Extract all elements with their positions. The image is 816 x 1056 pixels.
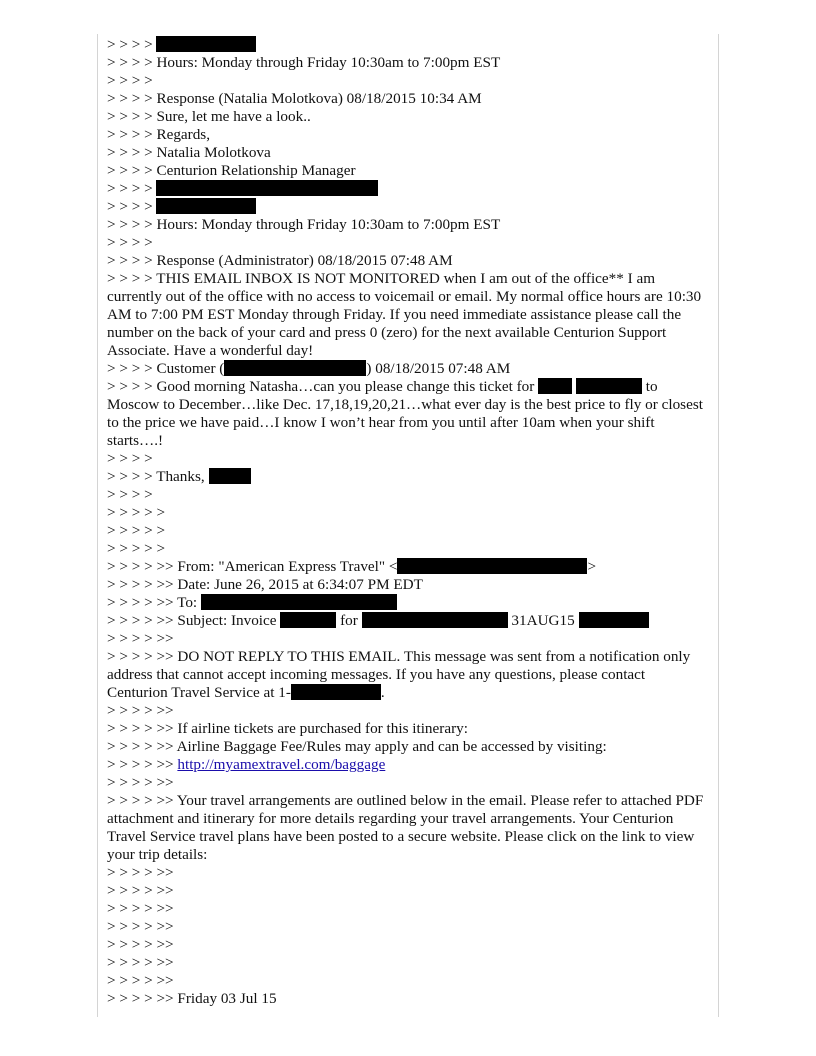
redaction-block	[579, 612, 649, 628]
baggage-link[interactable]: http://myamextravel.com/baggage	[177, 756, 386, 773]
thanks-line: > > > > Thanks,	[107, 468, 709, 486]
redaction-block	[156, 180, 378, 196]
quote-line: > > > > >>	[107, 882, 174, 899]
hours-line: > > > > Hours: Monday through Friday 10:30am to 7:00pm EST	[107, 54, 501, 71]
hours-line: > > > > Hours: Monday through Friday 10:30am to 7:00pm EST	[107, 216, 501, 233]
quote-line: > > > > >>	[107, 774, 174, 791]
response-header-natalia: > > > > Response (Natalia Molotkova) 08/18/2015 10:34 AM	[107, 90, 482, 107]
quote-line: > > > > >>	[107, 936, 174, 953]
redaction-block	[280, 612, 336, 628]
quote-line: > > > >	[107, 72, 153, 89]
quote-line: > > > > >	[107, 504, 166, 521]
date-line: > > > > >> Date: June 26, 2015 at 6:34:07 PM EDT	[107, 576, 423, 593]
quote-line: > > > > >>	[107, 954, 174, 971]
redaction-block	[201, 594, 397, 610]
to-line: > > > > >> To:	[107, 594, 709, 612]
quote-line: > > > >	[107, 180, 709, 198]
customer-header: > > > > Customer ( ) 08/18/2015 07:48 AM	[107, 360, 511, 377]
quote-line: > > > > >>	[107, 864, 174, 881]
airline-notice: > > > > >> If airline tickets are purchased for this itinerary:	[107, 720, 468, 737]
redaction-block	[209, 468, 251, 484]
redaction-block	[397, 558, 587, 574]
message-line: > > > > Sure, let me have a look..	[107, 108, 311, 125]
redaction-block	[156, 36, 256, 52]
quote-line: > > > >	[107, 234, 153, 251]
redaction-block	[156, 198, 256, 214]
do-not-reply-notice: > > > > >> DO NOT REPLY TO THIS EMAIL. This message was sent from a notification only address that cannot accept incoming messages. If you have any questions, please contact Centurion Travel Service at 1- .	[107, 648, 691, 701]
quote-line: > > > > >>	[107, 702, 174, 719]
itinerary-date: > > > > >> Friday 03 Jul 15	[107, 990, 277, 1007]
quote-line: > > > > >>	[107, 900, 174, 917]
quote-line: > > > > >	[107, 522, 166, 539]
from-line: > > > > >> From: "American Express Travel" < >	[107, 558, 597, 575]
quote-line: > > > >	[107, 36, 709, 54]
signature-role: > > > > Centurion Relationship Manager	[107, 162, 356, 179]
email-body	[107, 36, 709, 1008]
redaction-block	[362, 612, 508, 628]
quote-line: > > > >	[107, 486, 153, 503]
quote-line: > > > > >>	[107, 630, 174, 647]
quote-line: > > > > >	[107, 540, 166, 557]
redaction-block	[224, 360, 366, 376]
quote-line: > > > >	[107, 450, 153, 467]
quote-line: > > > > >>	[107, 972, 174, 989]
baggage-link-line: > > > > >> http://myamextravel.com/baggage	[107, 756, 386, 773]
arrangements-text: > > > > >> Your travel arrangements are outlined below in the email. Please refer to attached PDF attachment and itinerary for more details regarding your travel arrangements. Your Centurion Travel Service travel plans have been posted to a secure website. Please click on the link to view your trip details:	[107, 792, 704, 863]
redaction-block	[291, 684, 381, 700]
response-header-admin: > > > > Response (Administrator) 08/18/2015 07:48 AM	[107, 252, 453, 269]
quote-line: > > > > >>	[107, 918, 174, 935]
quote-line: > > > >	[107, 198, 709, 216]
redaction-block	[538, 378, 572, 394]
subject-line: > > > > >> Subject: Invoice for 31AUG15	[107, 612, 709, 630]
signature-name: > > > > Natalia Molotkova	[107, 144, 271, 161]
redaction-block	[576, 378, 642, 394]
admin-message: > > > > THIS EMAIL INBOX IS NOT MONITORED when I am out of the office** I am currently out of the office with no access to voicemail or email. My normal office hours are 10:30 AM to 7:00 PM EST Monday through Friday. If you need immediate assistance please call the number on the back of your card and press 0 (zero) for the next available Centurion Support Associate. Have a wonderful day!	[107, 270, 702, 359]
baggage-notice: > > > > >> Airline Baggage Fee/Rules may apply and can be accessed by visiting:	[107, 738, 607, 755]
customer-message: > > > > Good morning Natasha…can you please change this ticket for to Moscow to December…like Dec. 17,18,19,20,21…what ever day is the best price to fly or closest to the price we have paid…I know I won’t hear from you until after 10am when your shift starts….!	[107, 378, 703, 449]
message-line: > > > > Regards,	[107, 126, 211, 143]
